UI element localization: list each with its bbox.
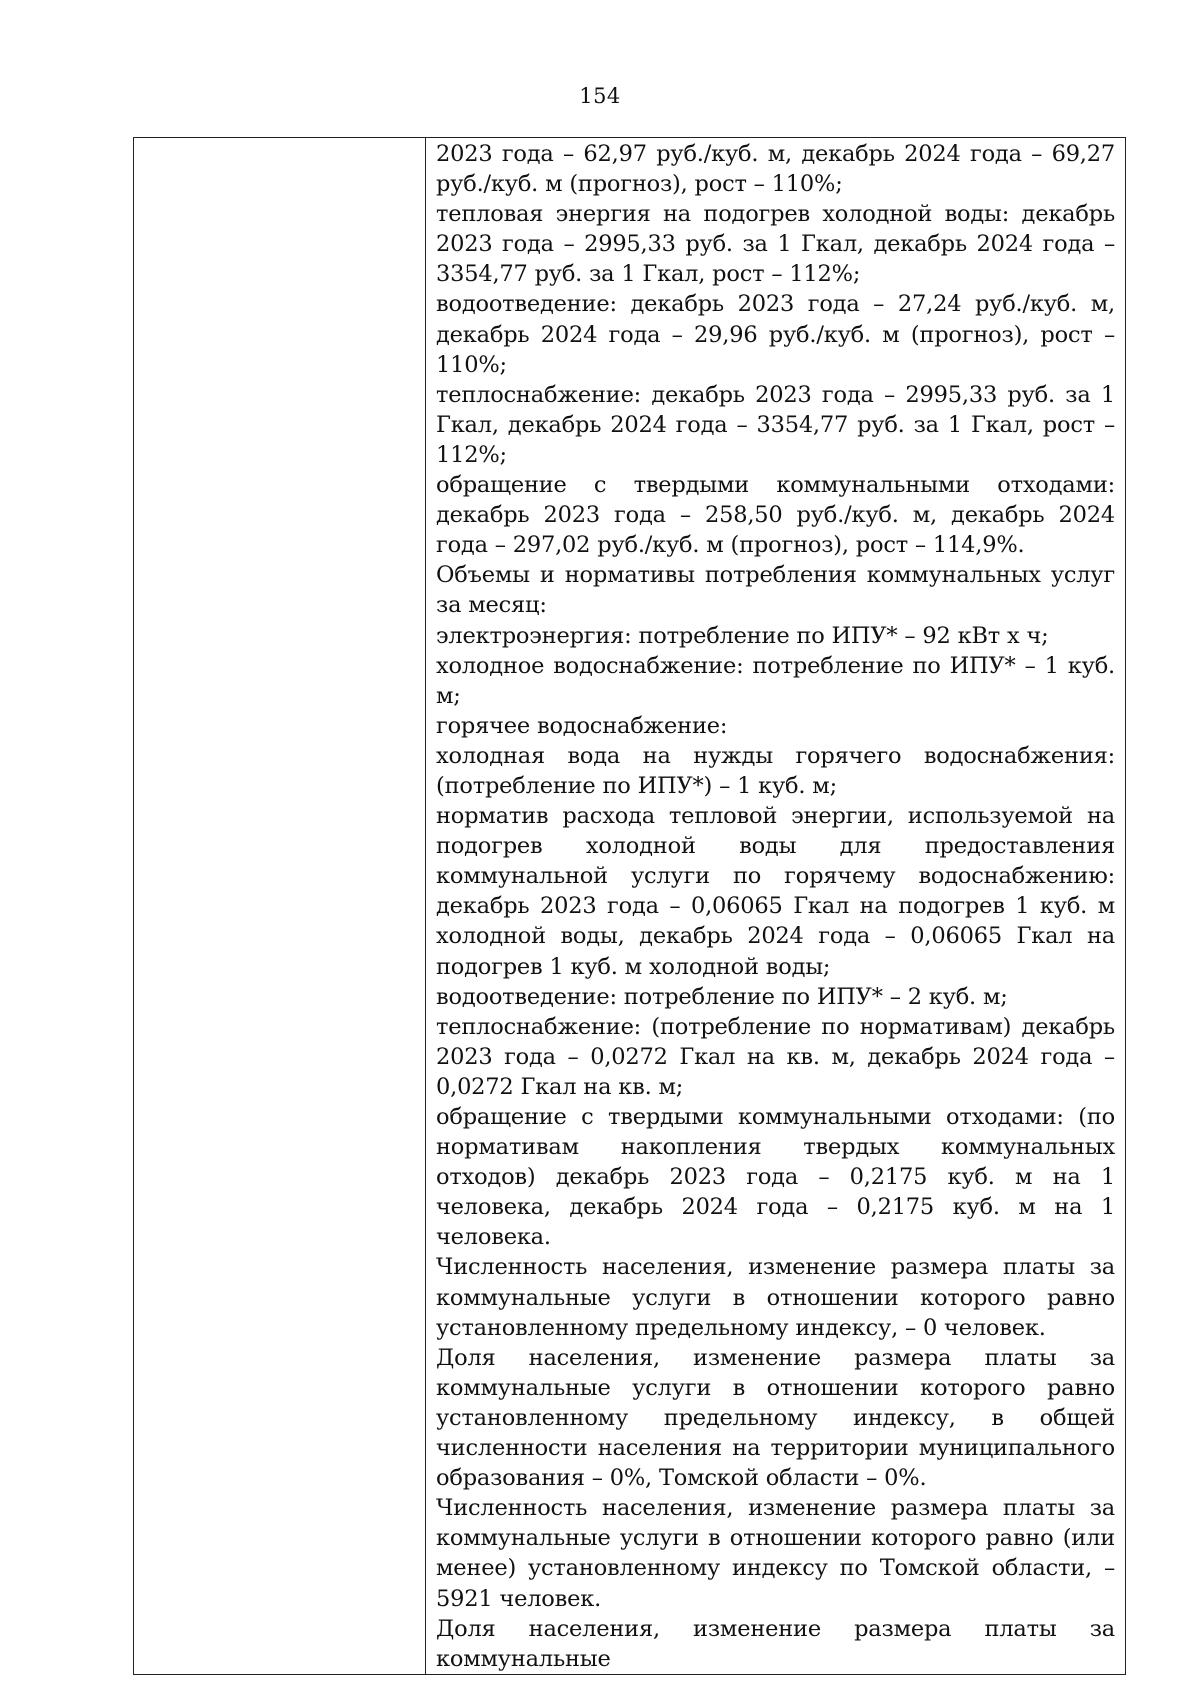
paragraph: холодное водоснабжение: потребление по ИПУ* – 1 куб. м; [436,652,1115,709]
paragraph: водоотведение: декабрь 2023 года – 27,24 руб./куб. м, декабрь 2024 года – 29,96 руб./куб. м (прогноз), рост – 110%; [436,291,1115,378]
paragraph: Численность населения, изменение размера платы за коммунальные услуги в отношении которого равно (или менее) установленному индексу по Томской области, – 5921 человек. [436,1495,1115,1612]
paragraph: электроэнергия: потребление по ИПУ* – 92 кВт х ч; [436,622,1049,649]
paragraph: обращение с твердыми коммунальными отходами: (по нормативам накопления твердых коммунальных отходов) декабрь 2023 года – 0,2175 куб. м на 1 человека, декабрь 2024 года – 0,2175 куб. м на 1 человека. [436,1104,1115,1251]
paragraph: горячее водоснабжение: [436,712,728,739]
paragraph: теплоснабжение: (потребление по нормативам) декабрь 2023 года – 0,0272 Гкал на кв. м, декабрь 2024 года – 0,0272 Гкал на кв. м; [436,1013,1115,1100]
paragraph: 2023 года – 62,97 руб./куб. м, декабрь 2024 года – 69,27 руб./куб. м (прогноз), рост – 110%; [436,141,1115,198]
paragraph: Доля населения, изменение размера платы за коммунальные услуги в отношении которого равно установленному предельному индексу, в общей численности населения на территории муниципального образования – 0%, Томской области – 0%. [436,1344,1115,1492]
paragraph: теплоснабжение: декабрь 2023 года – 2995,33 руб. за 1 Гкал, декабрь 2024 года – 3354,77 руб. за 1 Гкал, рост – 112%; [436,381,1115,468]
paragraph: Объемы и нормативы потребления коммунальных услуг за месяц: [436,562,1115,619]
page-number: 154 [579,84,621,108]
paragraph: водоотведение: потребление по ИПУ* – 2 куб. м; [436,983,1008,1010]
paragraph: норматив расхода тепловой энергии, используемой на подогрев холодной воды для предоставления коммунальной услуги по горячему водоснабжению: декабрь 2023 года – 0,06065 Гкал на подогрев 1 куб. м холодной воды, декабрь 2024 года – 0,06065 Гкал на подогрев 1 куб. м холодной воды; [436,803,1115,980]
table-cell-left [134,138,426,1675]
document-table [133,137,1126,1675]
paragraph: Численность населения, изменение размера платы за коммунальные услуги в отношении которого равно установленному предельному индексу, – 0 человек. [436,1254,1115,1341]
table-row [134,138,1126,1675]
paragraph: холодная вода на нужды горячего водоснабжения: (потребление по ИПУ*) – 1 куб. м; [436,742,1115,799]
paragraph: Доля населения, изменение размера платы за коммунальные [436,1615,1115,1672]
paragraph: тепловая энергия на подогрев холодной воды: декабрь 2023 года – 2995,33 руб. за 1 Гкал, декабрь 2024 года – 3354,77 руб. за 1 Гкал, рост – 112%; [436,201,1115,288]
table-cell-right [426,138,1126,1675]
paragraph: обращение с твердыми коммунальными отходами: декабрь 2023 года – 258,50 руб./куб. м, декабрь 2024 года – 297,02 руб./куб. м (прогноз), рост – 114,9%. [436,472,1115,559]
